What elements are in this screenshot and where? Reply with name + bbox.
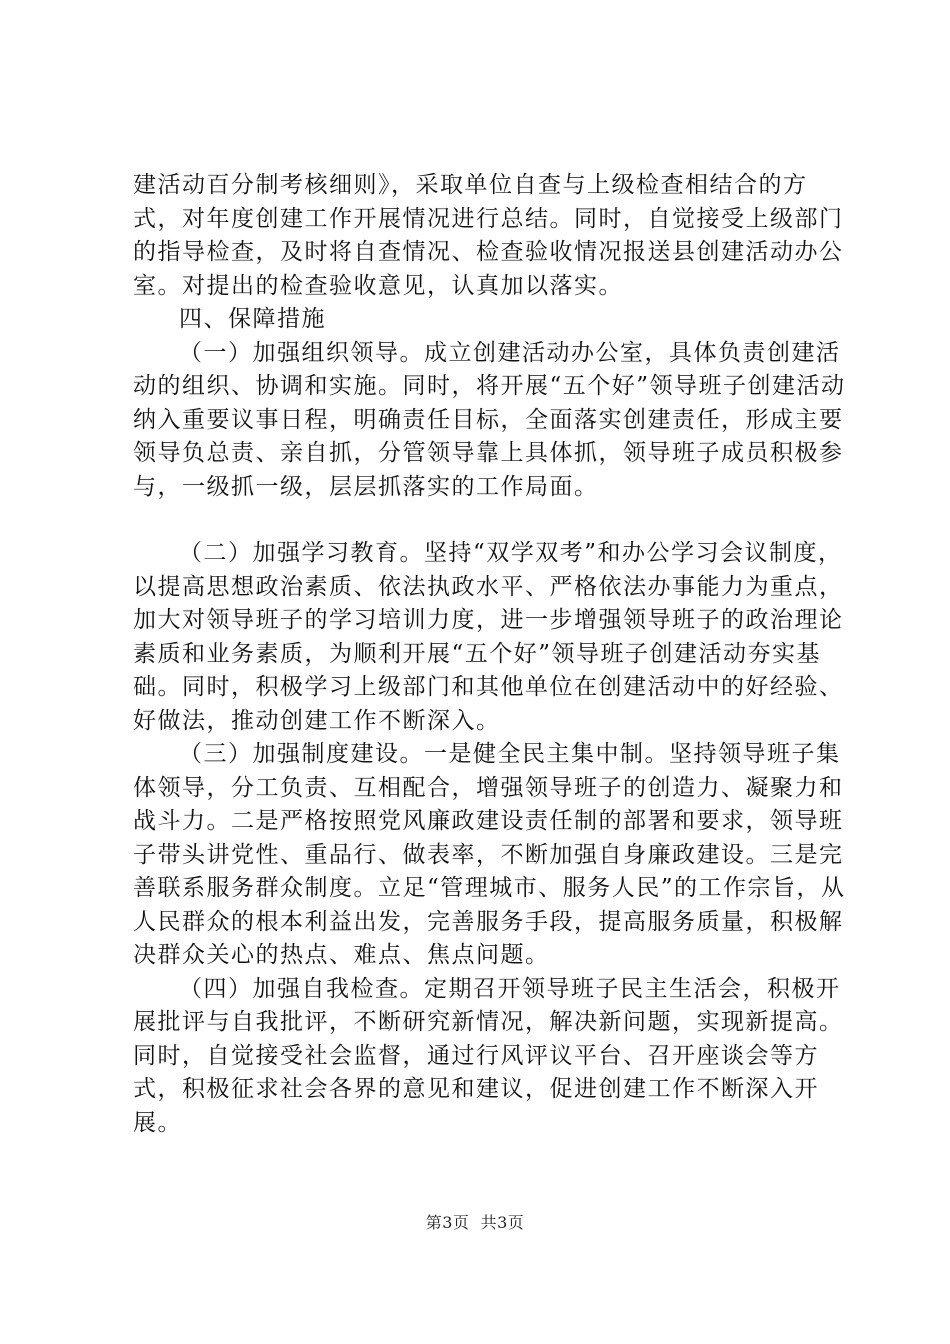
section-heading: 四、保障措施 xyxy=(179,306,326,332)
paragraph-measure-1: （一）加强组织领导。成立创建活动办公室，具体负责创建活动的组织、协调和实施。同时，将开展“五个好”领导班子创建活动纳入重要议事日程，明确责任目标，全面落实创建责任，形成主要领导负总责、亲自抓，分管领导靠上具体抓，领导班子成员积极参与，一级抓一级，层层抓落实的工作局面。 xyxy=(133,339,846,500)
paragraph-measure-2: （二）加强学习教育。坚持“双学双考”和办公学习会议制度，以提高思想政治素质、依法执政水平、严格依法办事能力为重点，加大对领导班子的学习培训力度，进一步增强领导班子的政治理论素质和业务素质，为顺利开展“五个好”领导班子创建活动夯实基础。同时，积极学习上级部门和其他单位在创建活动中的好经验、好做法，推动创建工作不断深入。 xyxy=(133,540,844,734)
paragraph-measure-3: （三）加强制度建设。一是健全民主集中制。坚持领导班子集体领导，分工负责、互相配合，增强领导班子的创造力、凝聚力和战斗力。二是严格按照党风廉政建设责任制的部署和要求，领导班子带头讲党性、重品行、做表率，不断加强自身廉政建设。三是完善联系服务群众制度。立足“管理城市、服务人民”的工作宗旨，从人民群众的根本利益出发，完善服务手段，提高服务质量，积极解决群众关心的热点、难点、焦点问题。 xyxy=(133,741,846,968)
paragraph-measure-4: （四）加强自我检查。定期召开领导班子民主生活会，积极开展批评与自我批评，不断研究新情况，解决新问题，实现新提高。同时，自觉接受社会监督，通过行风评议平台、召开座谈会等方式，积极征求社会各界的意见和建议，促进创建工作不断深入开展。 xyxy=(133,975,844,1136)
page-footer xyxy=(0,1213,950,1233)
page-number: 第3页 共3页 xyxy=(425,1213,525,1232)
paragraph-continuation: 建活动百分制考核细则》，采取单位自查与上级检查相结合的方式，对年度创建工作开展情况进行总结。同时，自觉接受上级部门的指导检查，及时将自查情况、检查验收情况报送县创建活动办公室。对提出的检查验收意见，认真加以落实。 xyxy=(133,172,844,299)
document-body xyxy=(133,169,853,1140)
